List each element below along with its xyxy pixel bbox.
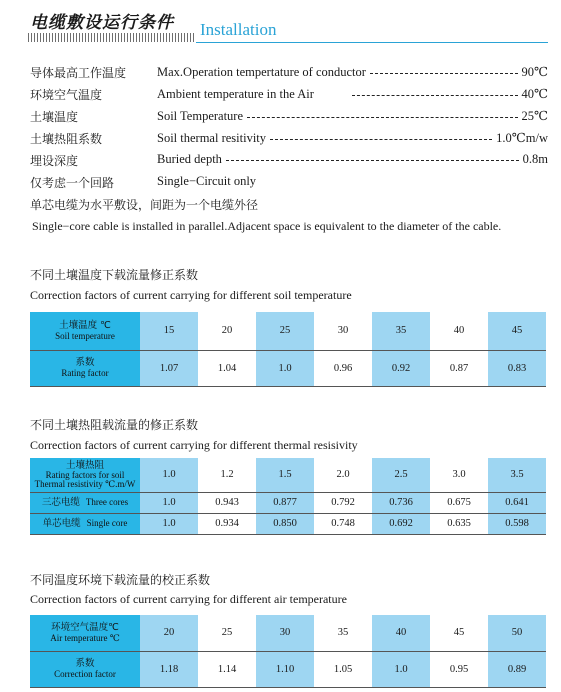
spec-label-en: Soil thermal resitivity <box>157 130 267 145</box>
table-cell: 35 <box>372 312 430 350</box>
spec-label-en: Buried depth <box>157 152 222 166</box>
spec-row-buried-depth <box>28 152 548 172</box>
table-cell: 1.0 <box>256 350 314 386</box>
table-cell: 1.14 <box>198 651 256 687</box>
table-cell: 0.83 <box>488 350 546 386</box>
table-cell: 1.04 <box>198 350 256 386</box>
table-cell: 0.934 <box>198 513 256 534</box>
table-cell: 1.10 <box>256 651 314 687</box>
title-underline <box>196 42 548 43</box>
table-cell: 0.877 <box>256 492 314 513</box>
spec-label-en: Max.Operation tempertature of conductor <box>157 64 366 79</box>
table-cell: 1.0 <box>140 513 198 534</box>
row-header-cn: 系数 <box>75 357 95 368</box>
table-cell: 1.07 <box>140 350 198 386</box>
table-cell: 1.0 <box>140 458 198 492</box>
spec-row-soil-resistivity <box>28 130 548 150</box>
table-cell: 30 <box>256 615 314 651</box>
table-cell: 20 <box>140 615 198 651</box>
table-cell: 0.95 <box>430 651 488 687</box>
page-title-en: Installation <box>200 20 277 39</box>
table-row <box>30 350 546 386</box>
spec-label-cn: 埋设深度 <box>30 154 79 168</box>
row-header-en: Soil temperature <box>55 330 115 341</box>
table-cell: 2.0 <box>314 458 372 492</box>
section1-title-en: Correction factors of current carrying for different soil temperature <box>30 288 352 302</box>
table-cell: 0.675 <box>430 492 488 513</box>
row-header <box>30 492 140 513</box>
table-cell: 0.943 <box>198 492 256 513</box>
table-cell: 0.736 <box>372 492 430 513</box>
table-cell: 1.0 <box>140 492 198 513</box>
spec-row-max-temp <box>28 64 548 84</box>
row-header-en: Single core <box>86 518 128 528</box>
table-row <box>30 615 546 651</box>
note-cn: 单芯电缆为水平敷设，间距为一个电缆外径 <box>30 198 259 212</box>
spec-value: 25℃ <box>521 109 548 123</box>
table-cell: 0.87 <box>430 350 488 386</box>
leader-dashes <box>247 117 517 118</box>
table-cell: 0.850 <box>256 513 314 534</box>
section2-title-en: Correction factors of current carrying for different thermal resisivity <box>30 438 358 452</box>
spec-label-cn: 导体最高工作温度 <box>30 66 127 80</box>
row-header-cn: 土壤温度 ℃ <box>59 319 111 331</box>
section2-title-cn: 不同土壤热阻载流量的修正系数 <box>30 418 199 432</box>
table-cell: 40 <box>430 312 488 350</box>
table-cell: 50 <box>488 615 546 651</box>
spec-row-soil-temp <box>28 108 548 128</box>
spec-value: 40℃ <box>521 87 548 101</box>
table-cell: 45 <box>430 615 488 651</box>
table-cell: 0.641 <box>488 492 546 513</box>
spec-row-ambient-temp <box>28 86 548 106</box>
table-cell: 1.05 <box>314 651 372 687</box>
table-cell: 0.89 <box>488 651 546 687</box>
row-header <box>30 312 140 350</box>
table-cell: 0.692 <box>372 513 430 534</box>
air-temperature-table <box>30 615 546 688</box>
table-cell: 1.5 <box>256 458 314 492</box>
title-stripe-decoration <box>28 33 196 42</box>
row-header-en: Correction factor <box>54 669 116 679</box>
leader-dashes <box>370 73 518 74</box>
table-cell: 1.0 <box>372 651 430 687</box>
table-row <box>30 651 546 687</box>
table-cell: 20 <box>198 312 256 350</box>
table-cell: 3.0 <box>430 458 488 492</box>
thermal-resistivity-table <box>30 458 546 535</box>
table-cell: 2.5 <box>372 458 430 492</box>
spec-label-cn: 土壤热阻系数 <box>30 132 103 146</box>
row-header-en: Rating factors for soil Thermal resistivity ℃.m/W <box>34 470 136 490</box>
table-cell: 15 <box>140 312 198 350</box>
table-cell: 0.792 <box>314 492 372 513</box>
leader-dashes <box>352 95 518 96</box>
table-row <box>30 513 546 534</box>
leader-dashes <box>226 160 519 161</box>
table-cell: 0.598 <box>488 513 546 534</box>
spec-label-en: Single−Circuit only <box>157 174 257 188</box>
table-cell: 0.92 <box>372 350 430 386</box>
table-row <box>30 458 546 492</box>
row-header-cn: 环境空气温度℃ <box>51 621 119 633</box>
row-header <box>30 651 140 687</box>
row-header-cn: 系数 <box>75 658 95 669</box>
table-cell: 0.96 <box>314 350 372 386</box>
page-title-cn: 电缆敷设运行条件 <box>30 13 174 33</box>
section3-title-en: Correction factors of current carrying for different air temperature <box>30 592 347 606</box>
section1-title-cn: 不同土壤温度下载流量修正系数 <box>30 268 199 282</box>
row-header-cn: 单芯电缆 <box>42 518 81 529</box>
spec-label-en: Soil Temperature <box>157 108 244 123</box>
spec-label-cn: 环境空气温度 <box>30 88 103 102</box>
page-header <box>28 6 548 46</box>
row-header <box>30 615 140 651</box>
spec-value: 90℃ <box>521 65 548 79</box>
table-cell: 40 <box>372 615 430 651</box>
table-cell: 25 <box>198 615 256 651</box>
table-cell: 45 <box>488 312 546 350</box>
row-header-cn: 三芯电缆 <box>41 497 80 508</box>
table-cell: 0.635 <box>430 513 488 534</box>
row-header <box>30 513 140 534</box>
spec-value: 0.8m <box>522 152 548 166</box>
spec-label-cn: 仅考虑一个回路 <box>30 176 115 190</box>
table-cell: 0.748 <box>314 513 372 534</box>
table-cell: 1.2 <box>198 458 256 492</box>
leader-dashes <box>270 139 492 140</box>
spec-value: 1.0℃m/w <box>496 131 548 145</box>
table-cell: 25 <box>256 312 314 350</box>
table-cell: 3.5 <box>488 458 546 492</box>
note-en: Single−core cable is installed in parallel.Adjacent space is equivalent to the diameter of the cable. <box>32 219 502 233</box>
row-header-en: Three cores <box>85 497 129 507</box>
spec-label-en: Ambient temperature in the Air <box>157 86 314 101</box>
table-row <box>30 312 546 350</box>
row-header-en: Rating factor <box>61 368 109 378</box>
table-row <box>30 492 546 513</box>
table-cell: 30 <box>314 312 372 350</box>
row-header-cn: 土壤热阻 <box>65 460 104 472</box>
row-header <box>30 350 140 386</box>
soil-temperature-table <box>30 312 546 387</box>
spec-label-cn: 土壤温度 <box>30 110 79 124</box>
table-cell: 1.18 <box>140 651 198 687</box>
spec-row-single-circuit <box>28 174 548 194</box>
row-header-en: Air temperature ℃ <box>50 632 120 643</box>
section3-title-cn: 不同温度环境下载流量的校正系数 <box>30 573 211 587</box>
row-header <box>30 458 140 492</box>
table-cell: 35 <box>314 615 372 651</box>
